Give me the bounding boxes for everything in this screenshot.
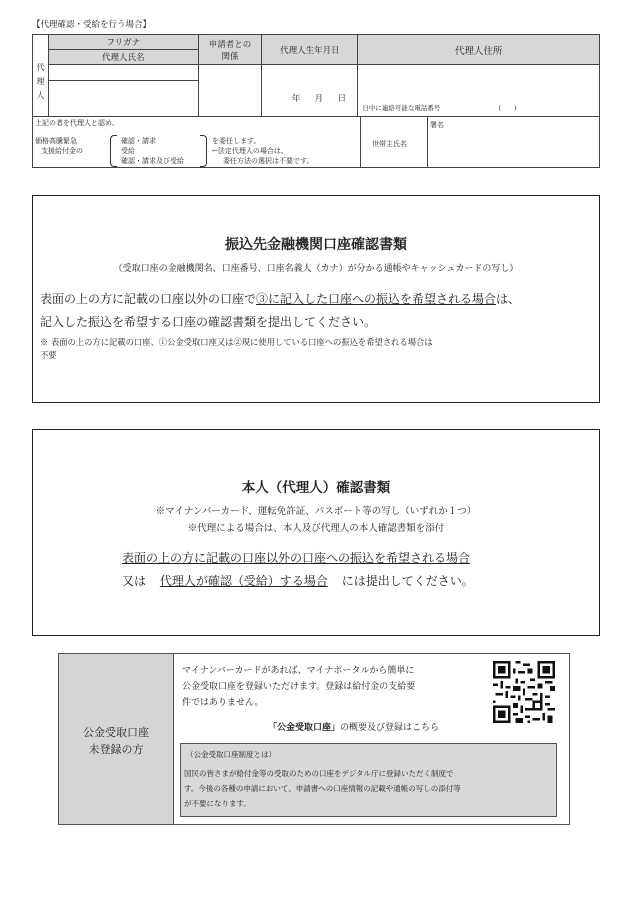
furigana-header: フリガナ — [48, 35, 198, 50]
koukin-system-text: 国民の皆さまが給付金等の受取のための口座をデジタル庁に登録いただく制度で す。今後の各種の申請において、申請書への口座情報の記載や通帳の写しの添付等 が不要になります。 — [184, 769, 461, 808]
id-box-condition1: 表面の上の方に記載の口座以外の口座への振込を希望される場合 — [122, 551, 471, 565]
right-bracket — [200, 135, 207, 167]
bank-box-note-line1: ※ 表面の上の方に記載の口座、①公金受取口座又は②現に使用している口座への振込を希望される場合は — [40, 337, 433, 347]
delegate-line2a: 価格高騰緊急 — [35, 137, 77, 145]
koukin-text: マイナンバーカードがあれば、マイナポータルから簡単に 公金受取口座を登録いただけます。登録は給付金の支給要 件ではありません。 — [182, 666, 416, 708]
day-label: 日 — [337, 94, 347, 104]
year-label: 年 — [291, 94, 301, 104]
id-box-condition2: 又は 代理人が確認（受給）する場合 には提出してください。 — [122, 574, 474, 588]
left-bracket — [110, 135, 117, 167]
delegate-end2: ←法定代理人の場合は、 — [212, 147, 288, 155]
furigana-input[interactable] — [48, 65, 198, 81]
delegate-line2b: 支援給付金の — [41, 147, 83, 155]
bank-box-line1-underlined: ③に記入した口座への振込を希望される場合 — [256, 292, 497, 306]
koukin-system-title: （公金受取口座制度とは） — [186, 750, 276, 759]
birthdate-input[interactable] — [262, 65, 358, 117]
signature-label: 署名 — [430, 121, 444, 129]
id-box-condition2-underlined: 代理人が確認（受給）する場合 — [159, 574, 328, 588]
id-box-note2: ※代理による場合は、本人及び代理人の本人確認書類を添付 — [187, 523, 445, 534]
agent-form-table — [32, 34, 600, 117]
option-both[interactable]: 確認・請求及び受給 — [121, 157, 184, 165]
koukin-registration-link[interactable]: 「公金受取口座」の概要及び登録はこちら — [268, 723, 440, 733]
phone-label: 日中に連絡可能な電話番号 — [362, 104, 441, 112]
birthdate-header: 代理人生年月日 — [262, 35, 358, 65]
qr-code-icon[interactable] — [493, 661, 555, 723]
option-receive[interactable]: 受給 — [121, 147, 135, 155]
householder-label: 世帯主氏名 — [372, 140, 407, 148]
bank-box-note-line2: 不要 — [40, 350, 57, 360]
bank-box-line2: 記入した振込を希望する口座の確認書類を提出してください。 — [40, 315, 377, 329]
bank-box-subtitle: （受取口座の金融機関名、口座番号、口座名義人（カナ）が分かる通帳やキャッシュカードの写し） — [113, 264, 519, 274]
phone-parens: ( ) — [498, 104, 517, 112]
name-header: 代理人氏名 — [48, 50, 198, 65]
delegate-line1: 上記の者を代理人と認め、 — [35, 119, 119, 127]
relation-input[interactable] — [198, 65, 262, 117]
koukin-left-label: 公金受取口座 未登録の方 — [83, 726, 149, 756]
address-header: 代理人住所 — [358, 35, 600, 65]
delegate-end3: 委任方法の選択は不要です。 — [223, 157, 314, 165]
option-confirm-request[interactable]: 確認・請求 — [121, 137, 156, 145]
delegate-end1: を委任します。 — [212, 137, 261, 145]
month-label: 月 — [314, 94, 324, 104]
bank-box-line1: 表面の上の方に記載の口座以外の口座で③に記入した口座への振込を希望される場合は、 — [40, 292, 521, 306]
name-input[interactable] — [48, 81, 198, 117]
bank-box-title: 振込先金融機関口座確認書類 — [225, 237, 407, 253]
agent-section-heading: 【代理確認・受給を行う場合】 — [32, 20, 152, 30]
address-input[interactable] — [358, 65, 600, 117]
id-box-title: 本人（代理人）確認書類 — [241, 480, 391, 496]
agent-side-label: 代 理 人 — [33, 35, 49, 117]
relation-header: 申請者との 関係 — [198, 35, 262, 65]
id-box-note1: ※マイナンバーカード、運転免許証、パスポート等の写し（いずれか１つ） — [155, 506, 477, 517]
